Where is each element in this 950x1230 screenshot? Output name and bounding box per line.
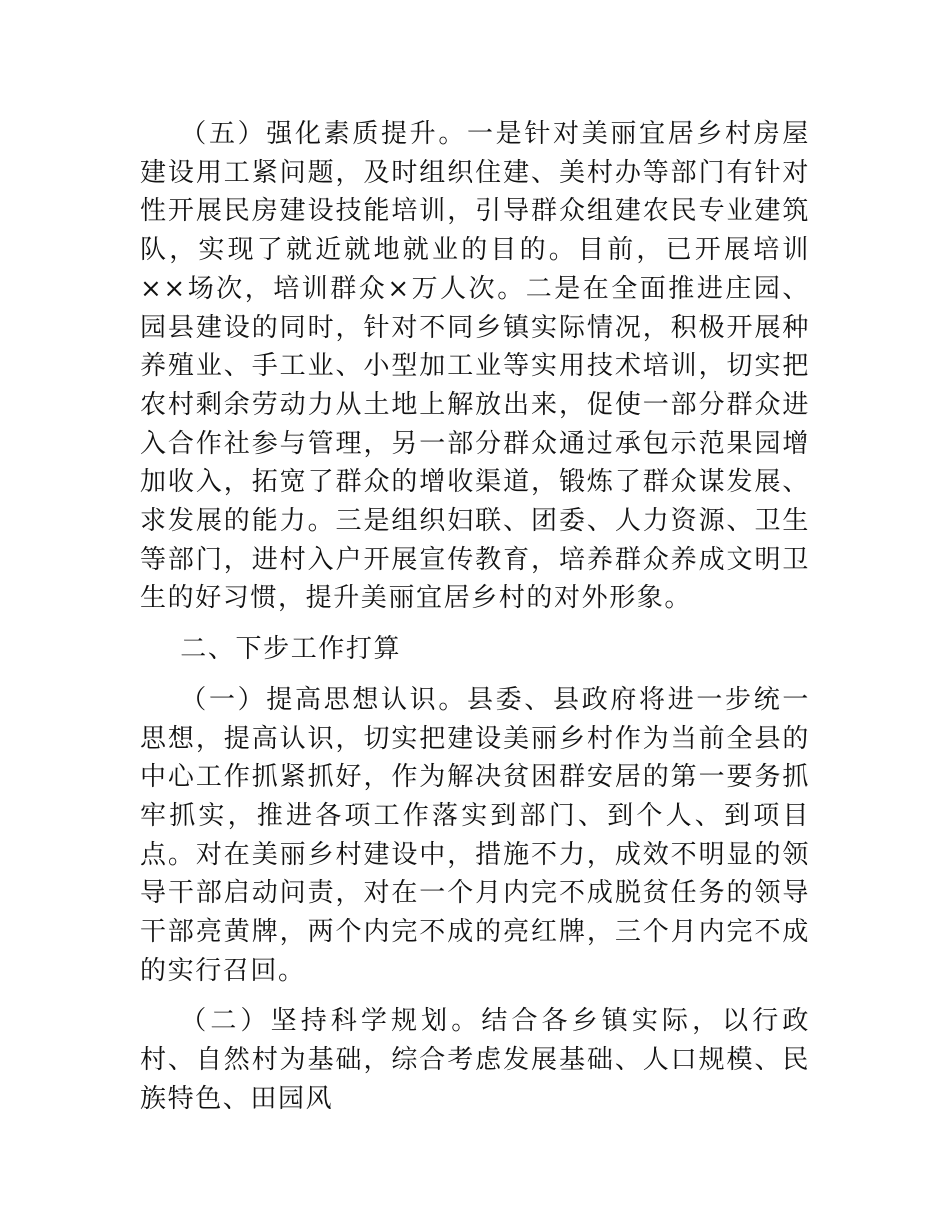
document-page — [140, 115, 810, 1119]
paragraph-raise-awareness: （一）提高思想认识。县委、县政府将进一步统一思想，提高认识，切实把建设美丽乡村作为当前全县的中心工作抓紧抓好，作为解决贫困群安居的第一要务抓牢抓实，推进各项工作落实到部门、到个人、到项目点。对在美丽乡村建设中，措施不力，成效不明显的领导干部启动问责，对在一个月内完不成脱贫任务的领导干部亮黄牌，两个内完不成的亮红牌，三个月内完不成的实行召回。 — [140, 684, 810, 986]
paragraph-scientific-planning: （二）坚持科学规划。结合各乡镇实际，以行政村、自然村为基础，综合考虑发展基础、人口规模、民族特色、田园风 — [140, 1006, 810, 1114]
paragraph-strengthen-quality: （五）强化素质提升。一是针对美丽宜居乡村房屋建设用工紧问题，及时组织住建、美村办等部门有针对性开展民房建设技能培训，引导群众组建农民专业建筑队，实现了就近就地就业的目的。目前，已开展培训××场次，培训群众×万人次。二是在全面推进庄园、园县建设的同时，针对不同乡镇实际情况，积极开展种养殖业、手工业、小型加工业等实用技术培训，切实把农村剩余劳动力从土地上解放出来，促使一部分群众进入合作社参与管理，另一部分群众通过承包示范果园增加收入，拓宽了群众的增收渠道，锻炼了群众谋发展、求发展的能力。三是组织妇联、团委、人力资源、卫生等部门，进村入户开展宣传教育，培养群众养成文明卫生的好习惯，提升美丽宜居乡村的对外形象。 — [140, 119, 810, 614]
section-heading-next-steps: 二、下步工作打算 — [180, 634, 402, 665]
